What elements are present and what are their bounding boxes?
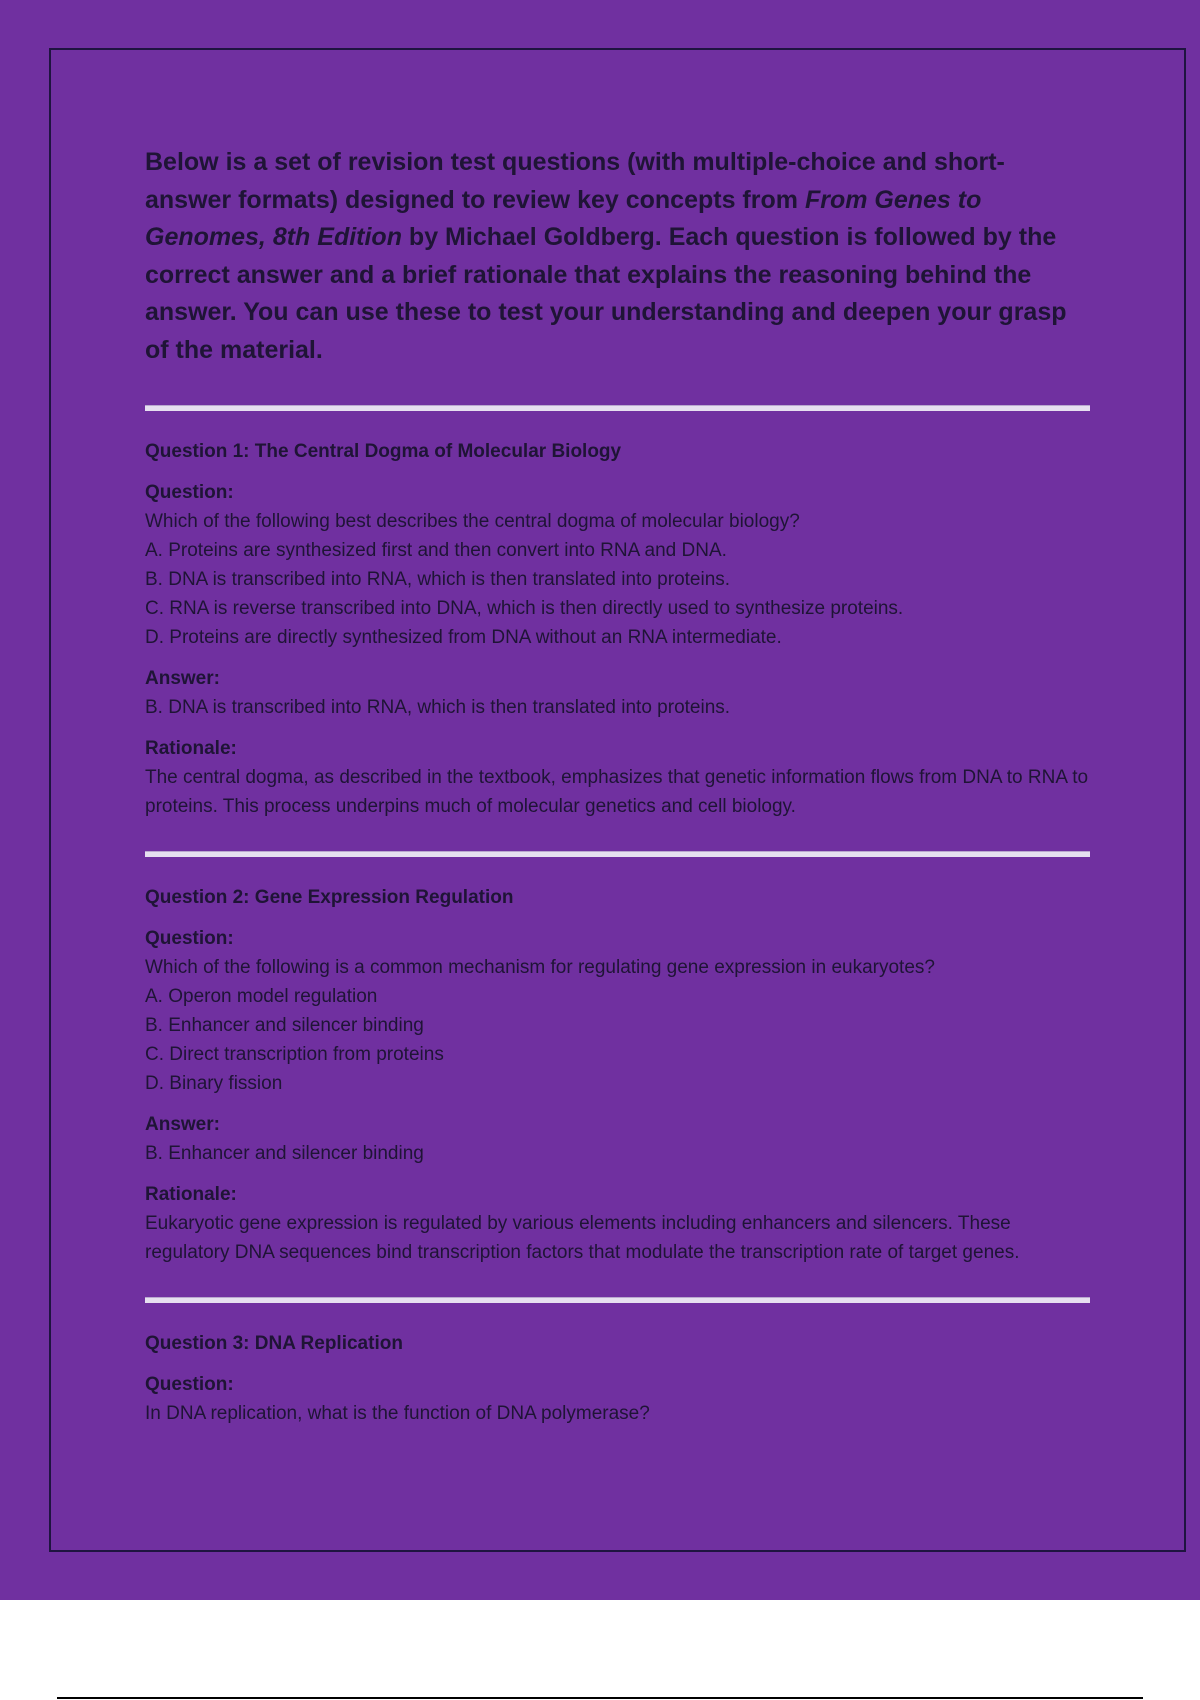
question-title: Question 2: Gene Expression Regulation bbox=[145, 887, 514, 908]
question-label: Question: bbox=[145, 482, 234, 503]
answer-option: C. RNA is reverse transcribed into DNA, which is then directly used to synthesize proteins. bbox=[145, 598, 904, 619]
book-title: From Genes to Genomes, 8th Edition bbox=[145, 185, 982, 251]
answer-option: B. DNA is transcribed into RNA, which is then translated into proteins. bbox=[145, 569, 731, 590]
rationale-text: The central dogma, as described in the textbook, emphasizes that genetic information flows from DNA to RNA to proteins. This process underpins much of molecular genetics and cell biology. bbox=[145, 767, 1089, 817]
question-block bbox=[145, 1329, 1090, 1428]
rationale-label: Rationale: bbox=[145, 738, 237, 759]
horizontal-divider bbox=[145, 851, 1090, 857]
answer-option: A. Proteins are synthesized first and then convert into RNA and DNA. bbox=[145, 540, 727, 561]
answer-text: B. DNA is transcribed into RNA, which is then translated into proteins. bbox=[145, 697, 731, 718]
horizontal-divider bbox=[145, 405, 1090, 411]
answer-option: D. Proteins are directly synthesized from DNA without an RNA intermediate. bbox=[145, 627, 782, 648]
question-label: Question: bbox=[145, 928, 234, 949]
answer-label: Answer: bbox=[145, 1114, 220, 1135]
document-content bbox=[145, 144, 1090, 1428]
question-label: Question: bbox=[145, 1374, 234, 1395]
answer-option: B. Enhancer and silencer binding bbox=[145, 1015, 424, 1036]
question-block bbox=[145, 437, 1090, 821]
answer-option: C. Direct transcription from proteins bbox=[145, 1044, 444, 1065]
intro-text-start: Below is a set of revision test questions (with multiple-choice and short-answer formats) designed to review key concepts from bbox=[145, 148, 1005, 214]
intro-paragraph bbox=[145, 144, 1090, 369]
rationale-label: Rationale: bbox=[145, 1184, 237, 1205]
answer-text: B. Enhancer and silencer binding bbox=[145, 1143, 424, 1164]
answer-label: Answer: bbox=[145, 668, 220, 689]
horizontal-divider bbox=[145, 1297, 1090, 1303]
question-prompt: In DNA replication, what is the function of DNA polymerase? bbox=[145, 1403, 650, 1424]
question-title: Question 1: The Central Dogma of Molecular Biology bbox=[145, 441, 622, 462]
footer-divider bbox=[57, 1697, 1143, 1699]
rationale-text: Eukaryotic gene expression is regulated by various elements including enhancers and silencers. These regulatory DNA sequences bind transcription factors that modulate the transcription rate of target genes. bbox=[145, 1213, 1020, 1263]
question-block bbox=[145, 883, 1090, 1267]
answer-option: D. Binary fission bbox=[145, 1073, 283, 1094]
question-prompt: Which of the following best describes the central dogma of molecular biology? bbox=[145, 511, 800, 532]
answer-option: A. Operon model regulation bbox=[145, 986, 378, 1007]
intro-text-end: by Michael Goldberg. Each question is followed by the correct answer and a brief rationale that explains the reasoning behind the answer. You can use these to test your understanding and deepen your grasp of the material. bbox=[145, 223, 1067, 364]
question-prompt: Which of the following is a common mechanism for regulating gene expression in eukaryotes? bbox=[145, 957, 935, 978]
question-title: Question 3: DNA Replication bbox=[145, 1333, 403, 1354]
